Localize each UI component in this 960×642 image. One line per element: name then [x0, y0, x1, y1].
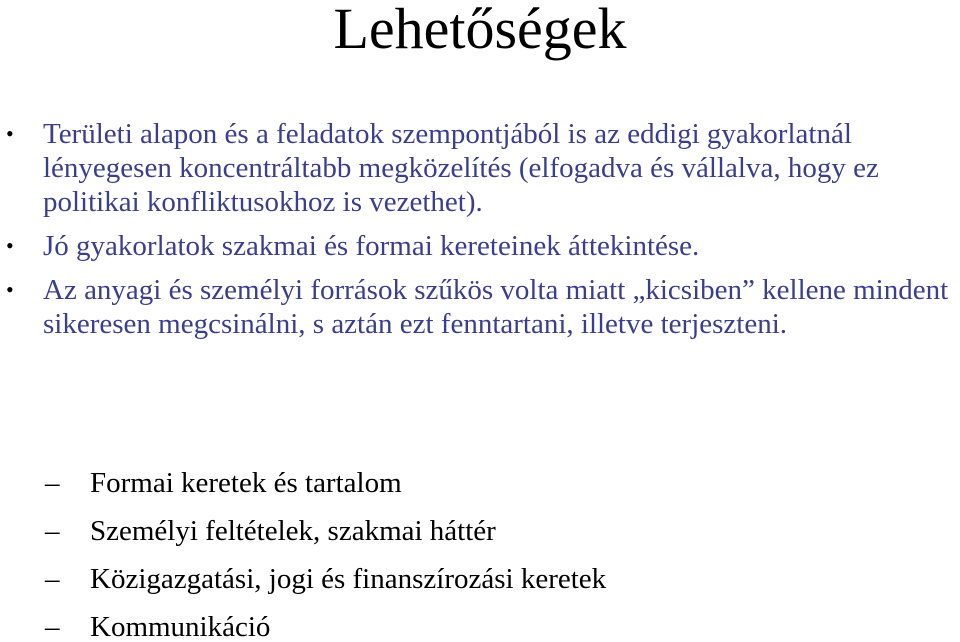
sub-item [0, 514, 960, 548]
dash-marker: – [45, 611, 60, 642]
bullet-marker: • [6, 277, 14, 302]
dash-marker: – [45, 467, 60, 499]
sub-item [0, 466, 960, 500]
slide-title: Lehetőségek [333, 0, 627, 61]
dash-marker: – [45, 563, 60, 595]
sub-item [0, 610, 960, 642]
bullet-text: Az anyagi és személyi források szűkös volta miatt „kicsiben” kellene mindent sikeresen megcsinálni, s aztán ezt fenntartani, illetve terjeszteni. [43, 274, 949, 340]
bullet-text: Területi alapon és a feladatok szempontjából is az eddigi gyakorlatnál lényegesen koncentráltabb megközelítés (elfogadva és vállalva, hogy ez politikai konfliktusokhoz is vezethet). [43, 118, 879, 218]
bullet-text: Jó gyakorlatok szakmai és formai kereteinek áttekintése. [43, 230, 700, 262]
sub-item-text: Közigazgatási, jogi és finanszírozási keretek [90, 563, 607, 595]
bullet-list [0, 117, 960, 351]
sub-item-text: Személyi feltételek, szakmai háttér [90, 515, 496, 547]
sub-item [0, 562, 960, 596]
sub-list [0, 466, 960, 642]
bullet-item [0, 117, 960, 219]
dash-marker: – [45, 515, 60, 547]
sub-item-text: Formai keretek és tartalom [90, 467, 402, 499]
bullet-item [0, 229, 960, 263]
bullet-marker: • [6, 121, 14, 146]
bullet-marker: • [6, 233, 14, 258]
sub-item-text: Kommunikáció [90, 611, 271, 642]
bullet-item [0, 273, 960, 341]
